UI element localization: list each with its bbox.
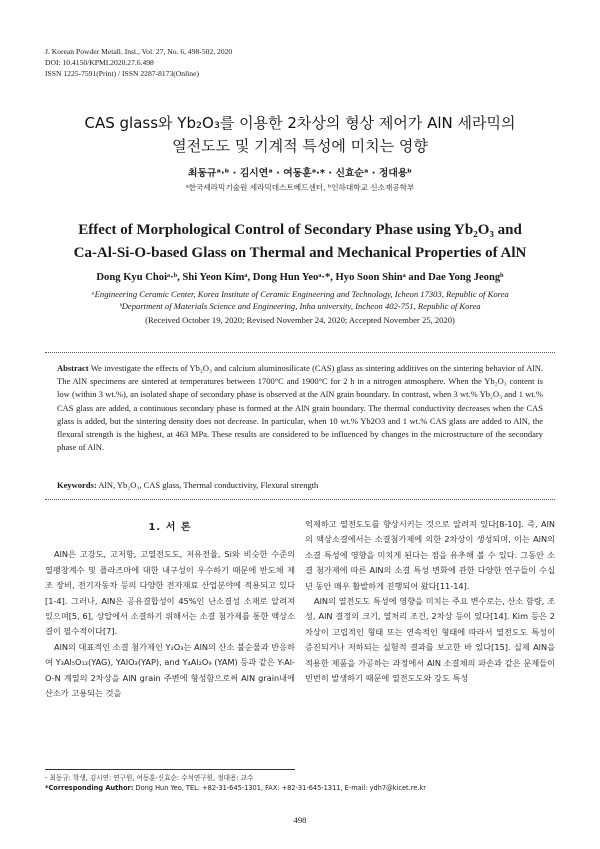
abstract-text: We investigate the effects of Yb₂O₃ and calcium aluminosilicate (CAS) glass as sintering additives on the sintering behavior of AlN. The AlN specimens are sintered at temperatures between 1700°C and 1900°C for 2 h in a nitrogen atmosphere. When the Yb₂O₃ content is low (within 3 wt.%), an isolated shape of secondary phase is observed at the AlN grain boundary. In contrast, when 3 wt.% Yb₂O₃ and 1 wt.% CAS glass are added, a continuous secondary phase is formed at the AlN grain boundary. The thermal conductivity decreases when the CAS glass is added, but the sintering density does not decrease. In particular, when 10 wt.% Yb2O3 and 1 wt.% CAS glass are added to AlN, the flexural strength is the highest, at 463 MPa. These results are considered to be influenced by changes in the microstructure of the secondary phase of AlN. [57,363,543,453]
footnote-corresponding-text: Dong Hun Yeo, TEL: +82-31-645-1301, FAX: +82-31-645-1311, E-mail: ydh7@kicet.re.kr [133,784,426,793]
section-heading-introduction: 1. 서 론 [148,522,192,533]
keywords-text: AlN, Yb₂O₃, CAS glass, Thermal conductivity, Flexural strength [98,480,319,490]
affiliation-b: ᵇDepartment of Materials Science and Engineering, Inha university, Incheon 402-751, Republic of Korea [119,301,481,311]
english-title-line1: Effect of Morphological Control of Secondary Phase using Yb₂O₃ and [78,222,522,238]
journal-info [45,46,232,80]
abstract-bottom-divider [45,499,555,500]
journal-issn: ISSN 1225-7591(Print) / ISSN 2287-8173(Online) [45,69,199,79]
english-affiliations [0,288,600,312]
footnote-author-roles: - 최동규: 학생, 김시연: 연구원, 여동훈·신효순: 수석연구원, 정대용: 교수 [45,774,254,782]
paragraph: AlN은 고강도, 고저항, 고열전도도, 저유전율, Si와 비슷한 수준의 열팽창계수 및 플라즈마에 대한 내구성이 우수하기 때문에 반도체 제조 장비, 전기자동차 등의 다양한 전자재료 산업분야에 적용되고 있다[1-4]. 그러나, AlN은 공유결합성이 45%인 난소결성 소재로 알려져 있으며[5, 6], 상압에서 소결하기 위해서는 소결 첨가제를 통한 액상소결이 필수적이다[7]. [45,549,295,637]
korean-title [0,112,600,158]
received-dates: (Received October 19, 2020; Revised November 24, 2020; Accepted November 25, 2020) [145,315,455,325]
journal-citation: J. Korean Powder Metall. Inst., Vol. 27, No. 6, 498-502, 2020 [45,47,233,56]
abstract-top-divider [45,352,555,353]
keywords [57,480,543,490]
journal-doi: DOI: 10.4150/KPMI.2020.27.6.498 [45,58,154,68]
english-authors: Dong Kyu Choiᵃ·ᵇ, Shi Yeon Kimᵃ, Dong Hun Yeoᵃ·*, Hyo Soon Shinᵃ and Dae Yong Jeongᵇ [96,272,504,283]
korean-title-line1: CAS glass와 Yb₂O₃를 이용한 2차상의 형상 제어가 AlN 세라믹의 [84,114,516,132]
affiliation-a: ᵃEngineering Ceramic Center, Korea Institute of Ceramic Engineering and Technology, Icheon 17303, Republic of Korea [91,289,509,299]
korean-authors: 최동규ᵃ·ᵇ · 김시연ᵃ · 여동훈ᵃ·* · 신효순ᵃ · 정대용ᵇ [187,168,412,179]
abstract-label: Abstract [57,363,89,373]
english-title [0,219,600,265]
paragraph: AlN의 대표적인 소결 첨가제인 Y₂O₃는 AlN의 산소 불순물과 반응하여 Y₃Al₅O₁₂(YAG), YAlO₃(YAP), and Y₄Al₂O₉ (YAM) 등과 같은 Y-Al-O-N 계열의 2차상을 AlN grain 주변에 형성함으로써 AlN grain내에 산소가 고용되는 것을 [45,641,295,699]
keywords-label: Keywords: [57,480,97,490]
korean-title-line2: 열전도도 및 기계적 특성에 미치는 영향 [172,137,428,155]
abstract [57,362,543,454]
right-column [305,517,555,686]
paragraph: AlN의 열전도도 특성에 영향을 미치는 주요 변수로는, 산소 함량, 조성, AlN 결정의 크기, 열처리 조건, 2차상 등이 있다[14]. Kim 등은 2차상이 고립적인 형태 또는 연속적인 형태에 따라서 열전도도 특성이 증진되거나 저하되는 실험적 결과를 보고한 바 있다[15]. 실제 AlN을 적용한 제품을 가공하는 과정에서 AlN 소결체의 파손과 같은 문제들이 빈번히 발생하기 때문에 열전도도와 강도 특성 [305,596,555,684]
footnote-divider [45,769,295,770]
paragraph: 억제하고 열전도도를 향상시키는 것으로 알려져 있다[8-10]. 즉, AlN의 액상소결에서는 소결첨가제에 의한 2차상이 생성되며, 이는 AlN의 소결 특성에 영향을 미치게 된다는 점을 유추해 볼 수 있다. 그동안 소결 첨가제에 따른 AlN의 소결 특성 변화에 관한 다양한 연구들이 수십년 동안 매우 활발하게 진행되어 왔다[11-14]. [305,519,555,591]
footnote-corresponding [45,783,426,793]
page-number: 498 [293,815,307,825]
korean-affiliation: ᵃ한국세라믹기술원 세라믹데스트베드센터, ᵇ인하대학교 신소재공학부 [185,183,415,192]
footnote-corresponding-label: *Corresponding Author: [45,784,134,793]
english-title-line2: Ca-Al-Si-O-based Glass on Thermal and Mechanical Properties of AlN [73,245,527,261]
footnote [45,773,426,793]
left-column [45,520,295,701]
